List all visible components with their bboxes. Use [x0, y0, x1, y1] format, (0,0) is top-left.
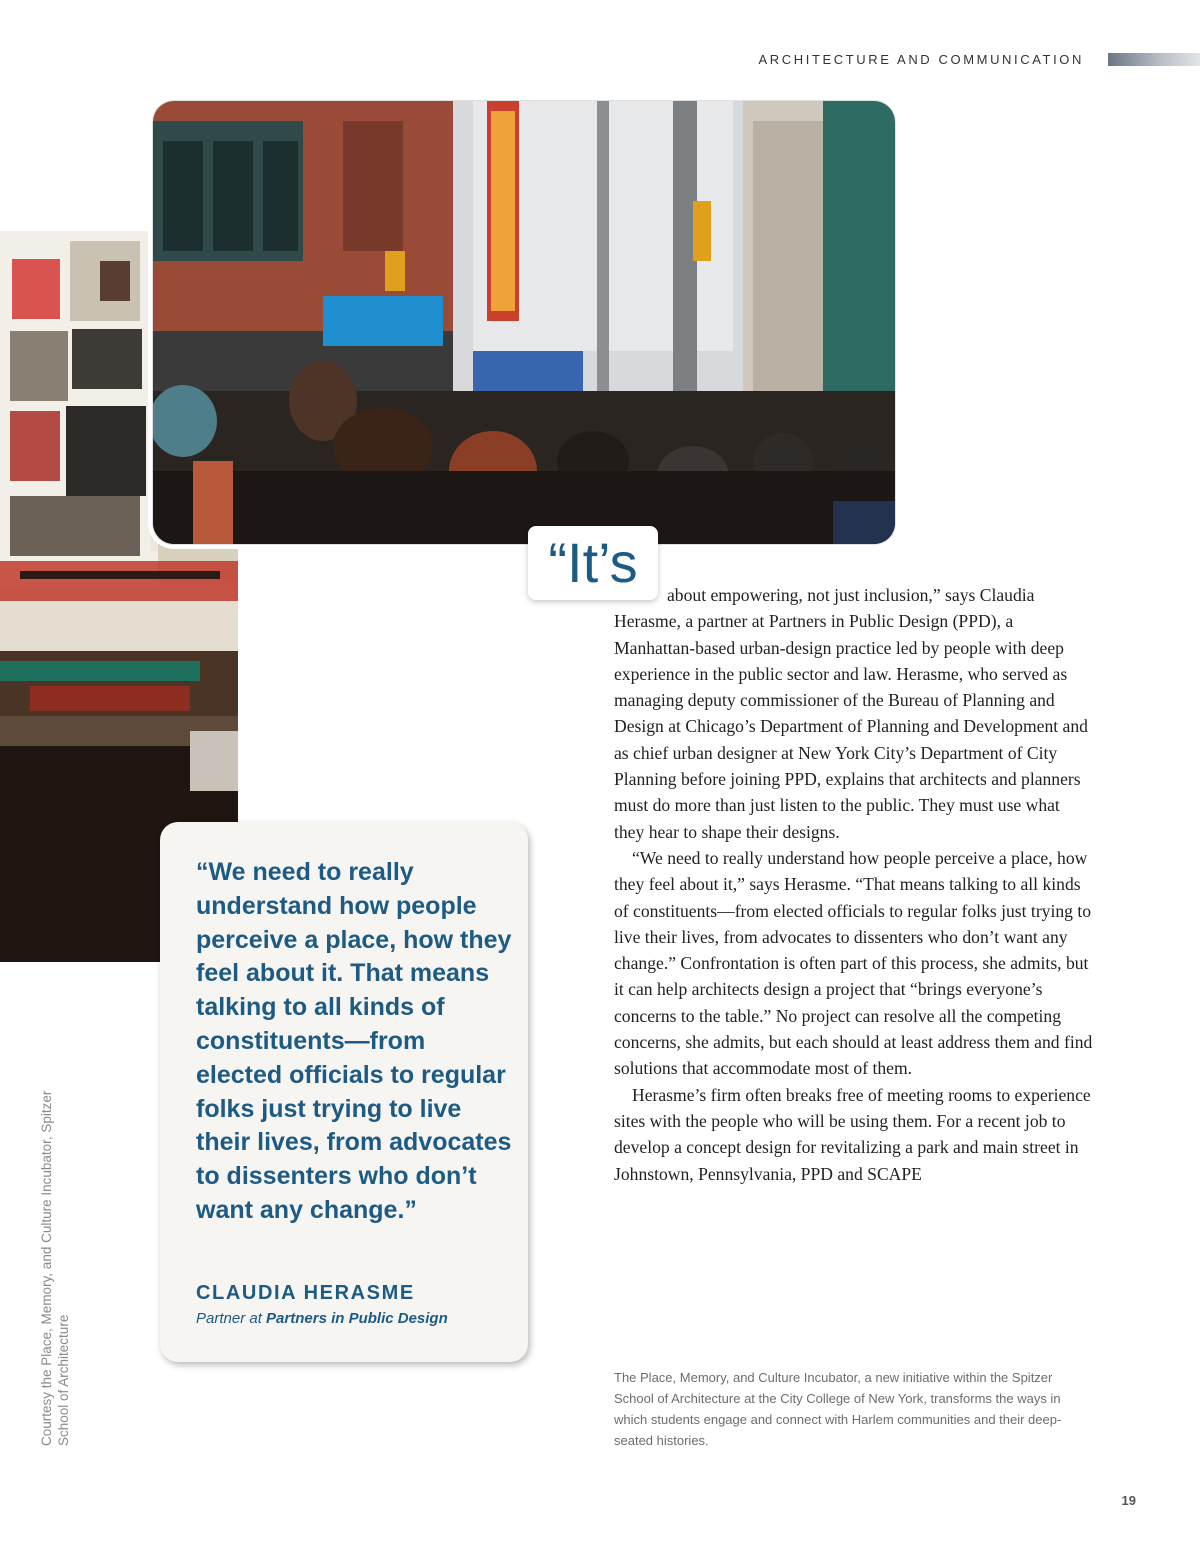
photo-caption: The Place, Memory, and Culture Incubator, a new initiative within the Spitzer School of Architecture at the City College of New York, transforms the ways in which students engage and connect with Harlem communities and their deep-seated histories. [614, 1370, 1062, 1448]
section-header: ARCHITECTURE AND COMMUNICATION [758, 52, 1084, 67]
quote-role-prefix: Partner at [196, 1310, 262, 1327]
quote-role-org: Partners in Public Design [266, 1310, 448, 1327]
page-number: 19 [1121, 1493, 1136, 1508]
harlem-street-photo [152, 100, 896, 545]
header-gradient-bar [1108, 53, 1200, 66]
quote-attribution-name: CLAUDIA HERASME [196, 1282, 415, 1304]
article-paragraph-1 [614, 582, 1094, 845]
article-paragraph-1-text: about empowering, not just inclusion,” says Claudia Herasme, a partner at Partners in Public Design (PPD), a Manhattan-based urban-design practice led by people with deep experience in the public sector and law. Herasme, who served as managing deputy commissioner of the Bureau of Planning and Design at Chicago’s Department of Planning and Development and as chief urban designer at New York City’s Department of City Planning before joining PPD, explains that architects and planners must do more than just listen to the public. They must use what they hear to shape their designs. [614, 585, 1088, 842]
article-paragraph-3: Herasme’s firm often breaks free of meeting rooms to experience sites with the people who will be using them. For a recent job to develop a concept design for revitalizing a park and main street in Johnstown, Pennsylvania, PPD and SCAPE [614, 1084, 1091, 1184]
pull-quote-box [160, 822, 528, 1362]
article-body [614, 582, 1094, 1187]
photo-credit: Courtesy the Place, Memory, and Culture Incubator, Spitzer School of Architecture [39, 1090, 71, 1446]
drop-cap: “It’s [528, 526, 658, 600]
quote-attribution-role [196, 1310, 448, 1327]
article-paragraph-2: “We need to really understand how people perceive a place, how they feel about it,” says Herasme. “That means talking to all kinds of constituents—from elected officials to regular folks just trying to live their lives, from advocates to dissenters who don’t want any change.” Confrontation is often part of this process, she admits, but it can help architects design a project that “brings everyone’s concerns to the table.” No project can resolve all the competing concerns, she admits, but each should at least address them and find solutions that accommodate most of them. [614, 847, 1093, 1079]
pull-quote-text: “We need to really understand how people perceive a place, how they feel about it. That means talking to all kinds of constituents—from elected officials to regular folks just trying to live their lives, from advocates to dissenters who don’t want any change.” [196, 858, 512, 1224]
